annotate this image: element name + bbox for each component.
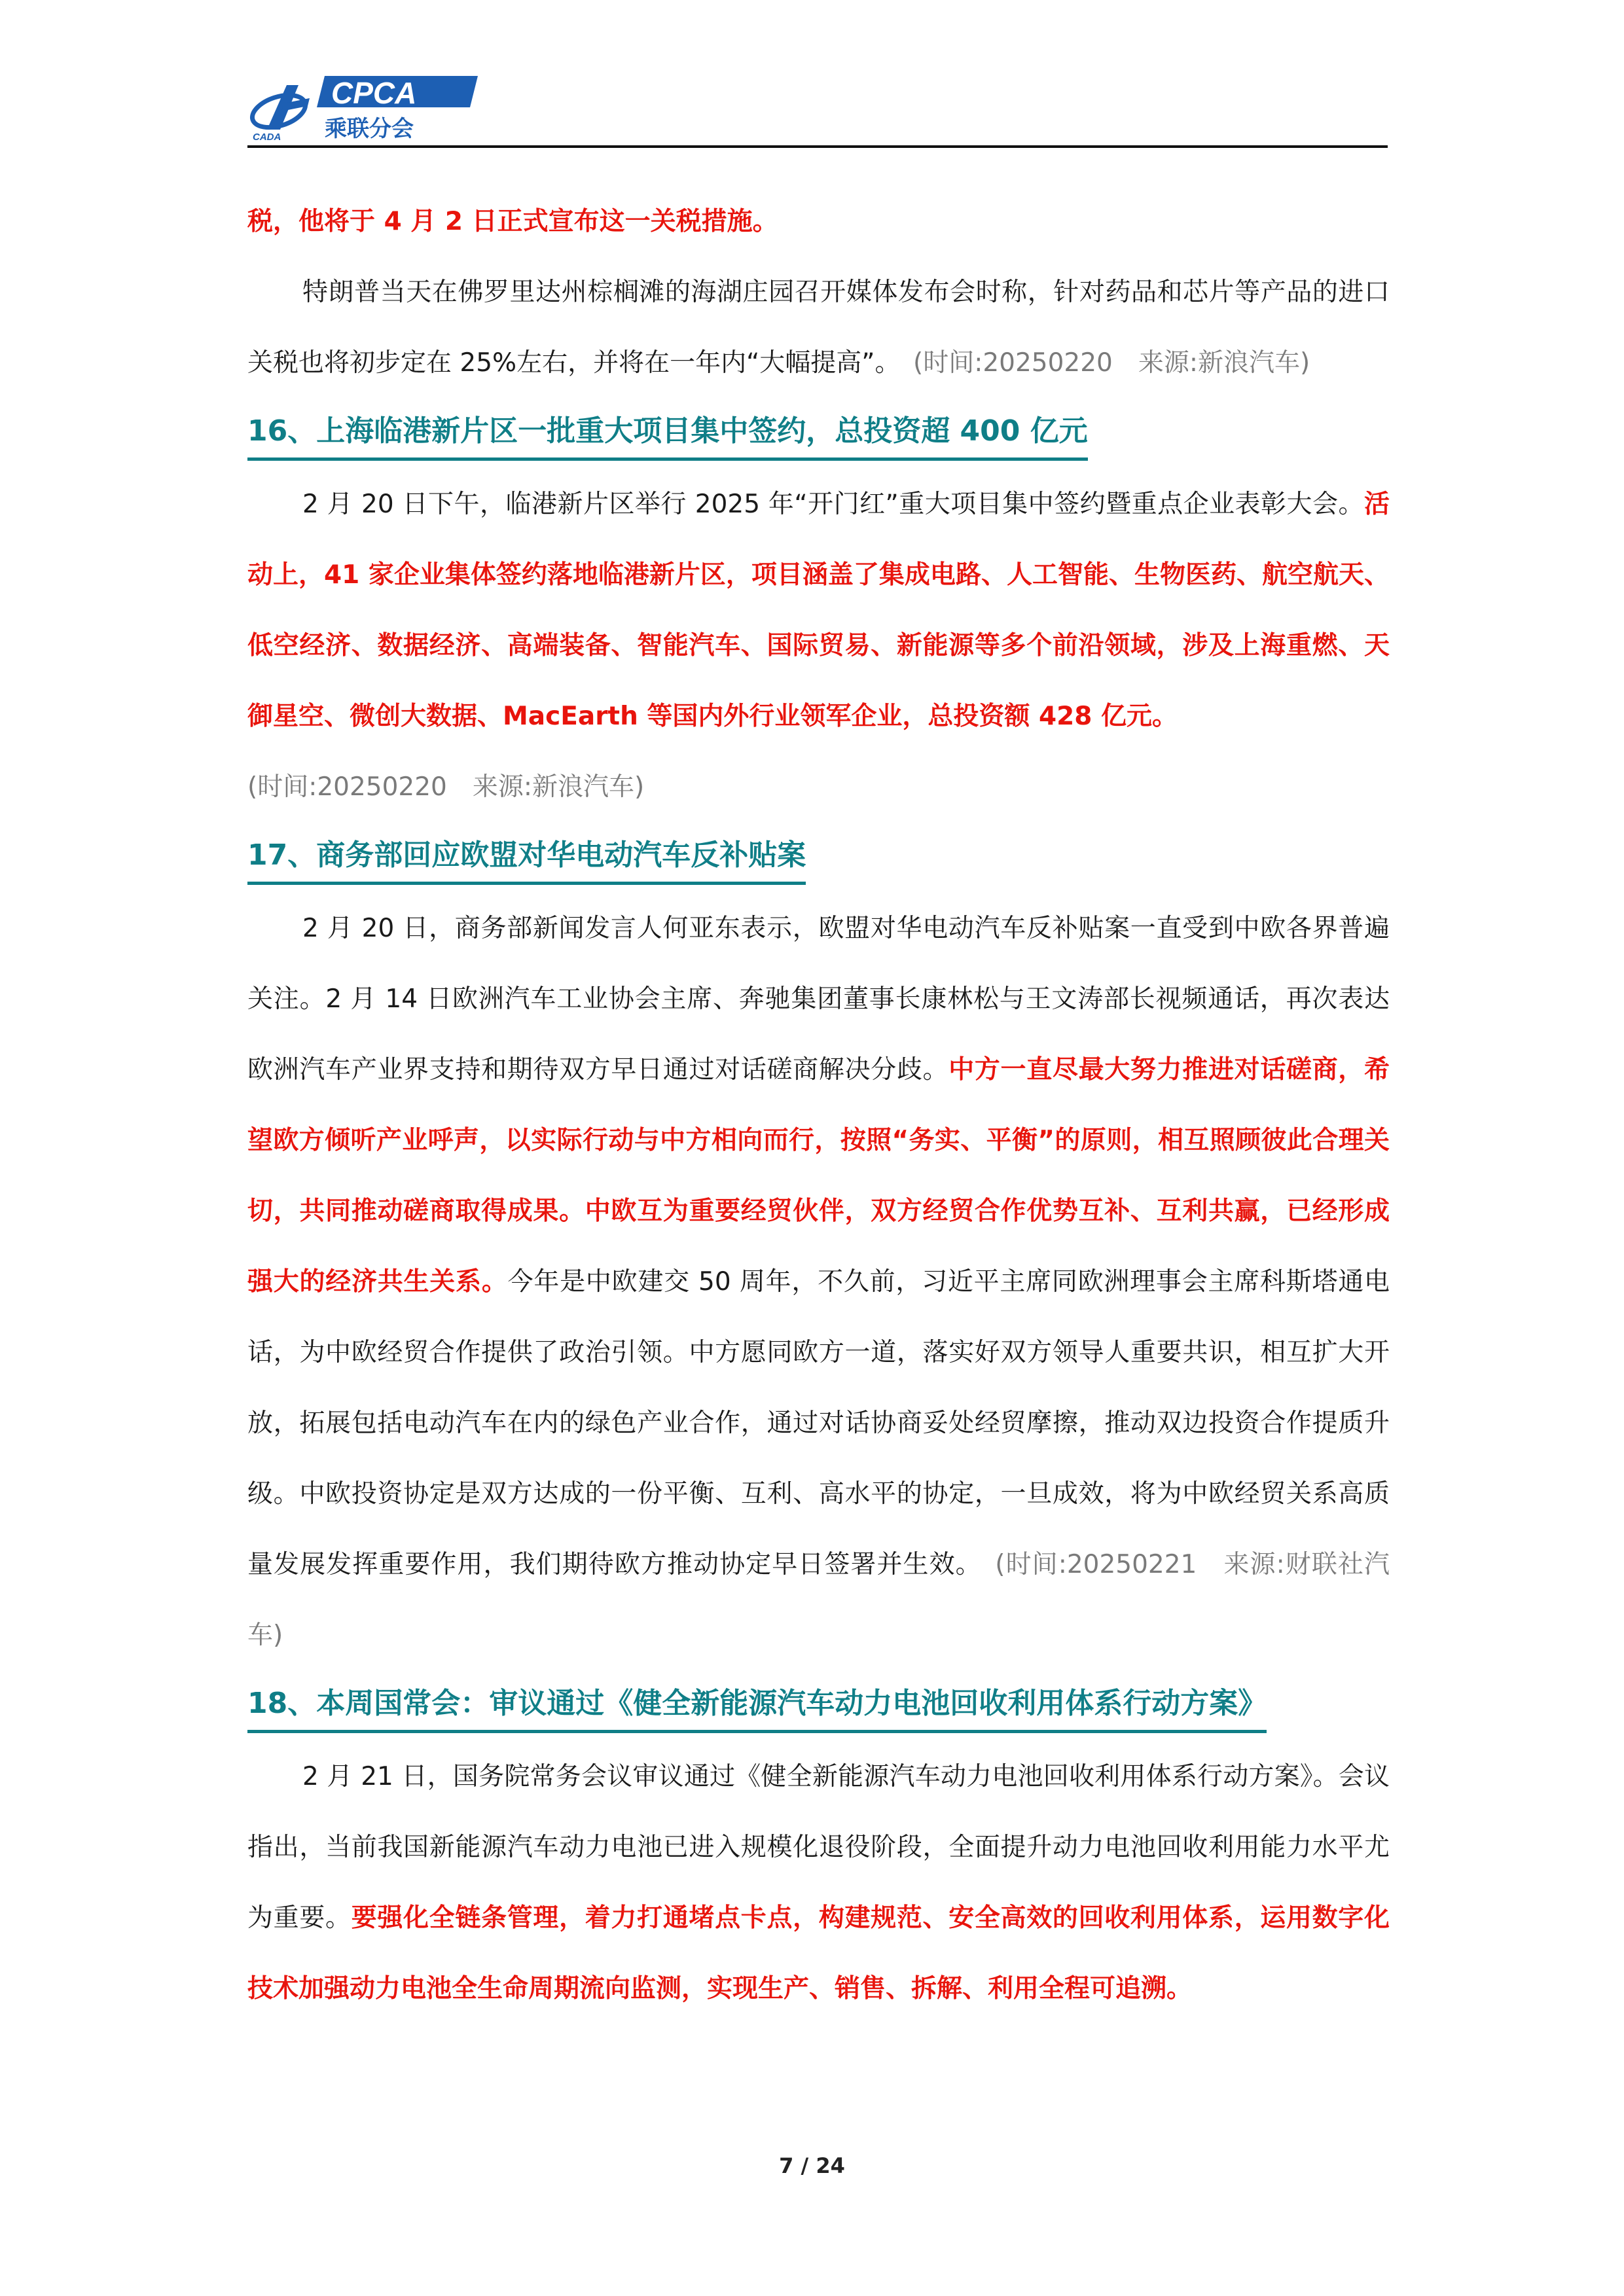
section-heading-16: 16、上海临港新片区一批重大项目集中签约，总投资超 400 亿元 [247,408,1088,461]
paragraph-continuation [247,187,1390,257]
header-rule [247,145,1388,148]
section-heading-17: 17、商务部回应欧盟对华电动汽车反补贴案 [247,832,806,885]
paragraph [247,469,1390,823]
body-text: 特朗普当天在佛罗里达州棕榈滩的海湖庄园召开媒体发布会时称，针对药品和芯片等产品的进口关税也将初步定在 25%左右，并将在一年内“大幅提高”。 [247,278,1390,378]
page-number: 7 / 24 [779,2153,845,2178]
paragraph [247,893,1390,1671]
paragraph [247,1742,1390,2024]
paragraph [247,257,1390,399]
emphasis-text: 要强化全链条管理，着力打通堵点卡点，构建规范、安全高效的回收利用体系，运用数字化技术加强动力电池全生命周期流向监测，实现生产、销售、拆解、利用全程可追溯。 [247,1903,1390,2003]
cpca-logo [247,71,478,143]
document-body [247,187,1390,2024]
logo-subtext: 乘联分会 [325,116,414,142]
source-note: (时间:20250221 来源:财联社汽车) [247,1550,1390,1650]
body-text: 2 月 20 日，商务部新闻发言人何亚东表示，欧盟对华电动汽车反补贴案一直受到中欧各界普遍关注。2 月 14 日欧洲汽车工业协会主席、奔驰集团董事长康林松与王文涛部长视频通话，再次表达欧洲汽车产业界支持和期待双方早日通过对话磋商解决分歧。 [247,914,1390,1085]
body-text: 2 月 21 日，国务院常务会议审议通过《健全新能源汽车动力电池回收利用体系行动方案》。会议指出，当前我国新能源汽车动力电池已进入规模化退役阶段，全面提升动力电池回收利用能力水平尤为重要。 [247,1762,1390,1933]
emphasis-text: 中方一直尽最大努力推进对话磋商，希望欧方倾听产业呼声，以实际行动与中方相向而行，按照“务实、平衡”的原则，相互照顾彼此合理关切，共同推动磋商取得成果。中欧互为重要经贸伙伴，双方经贸合作优势互补、互利共赢，已经形成强大的经济共生关系。 [247,1055,1390,1297]
source-note: (时间:20250220 来源:新浪汽车) [247,772,645,802]
emphasis-text: 活动上，41 家企业集体签约落地临港新片区，项目涵盖了集成电路、人工智能、生物医药、航空航天、低空经济、数据经济、高端装备、智能汽车、国际贸易、新能源等多个前沿领域，涉及上海重燃、天御星空、微创大数据、MacEarth 等国内外行业领军企业，总投资额 428 亿元。 [247,490,1390,731]
logo-mark-text: CADA [253,132,281,143]
body-text: 2 月 20 日下午，临港新片区举行 2025 年“开门红”重大项目集中签约暨重点企业表彰大会。 [302,490,1364,519]
logo-text: CPCA [331,76,417,110]
emphasis-text: 税，他将于 4 月 2 日正式宣布这一关税措施。 [247,207,778,236]
section-heading-18: 18、本周国常会：审议通过《健全新能源汽车动力电池回收利用体系行动方案》 [247,1680,1267,1733]
body-text: 今年是中欧建交 50 周年，不久前，习近平主席同欧洲理事会主席科斯塔通电话，为中欧经贸合作提供了政治引领。中方愿同欧方一道，落实好双方领导人重要共识，相互扩大开放，拓展包括电动汽车在内的绿色产业合作，通过对话协商妥处经贸摩擦，推动双边投资合作提质升级。中欧投资协定是双方达成的一份平衡、互利、高水平的协定，一旦成效，将为中欧经贸关系高质量发展发挥重要作用，我们期待欧方推动协定早日签署并生效。 [247,1267,1390,1579]
source-note: (时间:20250220 来源:新浪汽车) [913,348,1310,378]
